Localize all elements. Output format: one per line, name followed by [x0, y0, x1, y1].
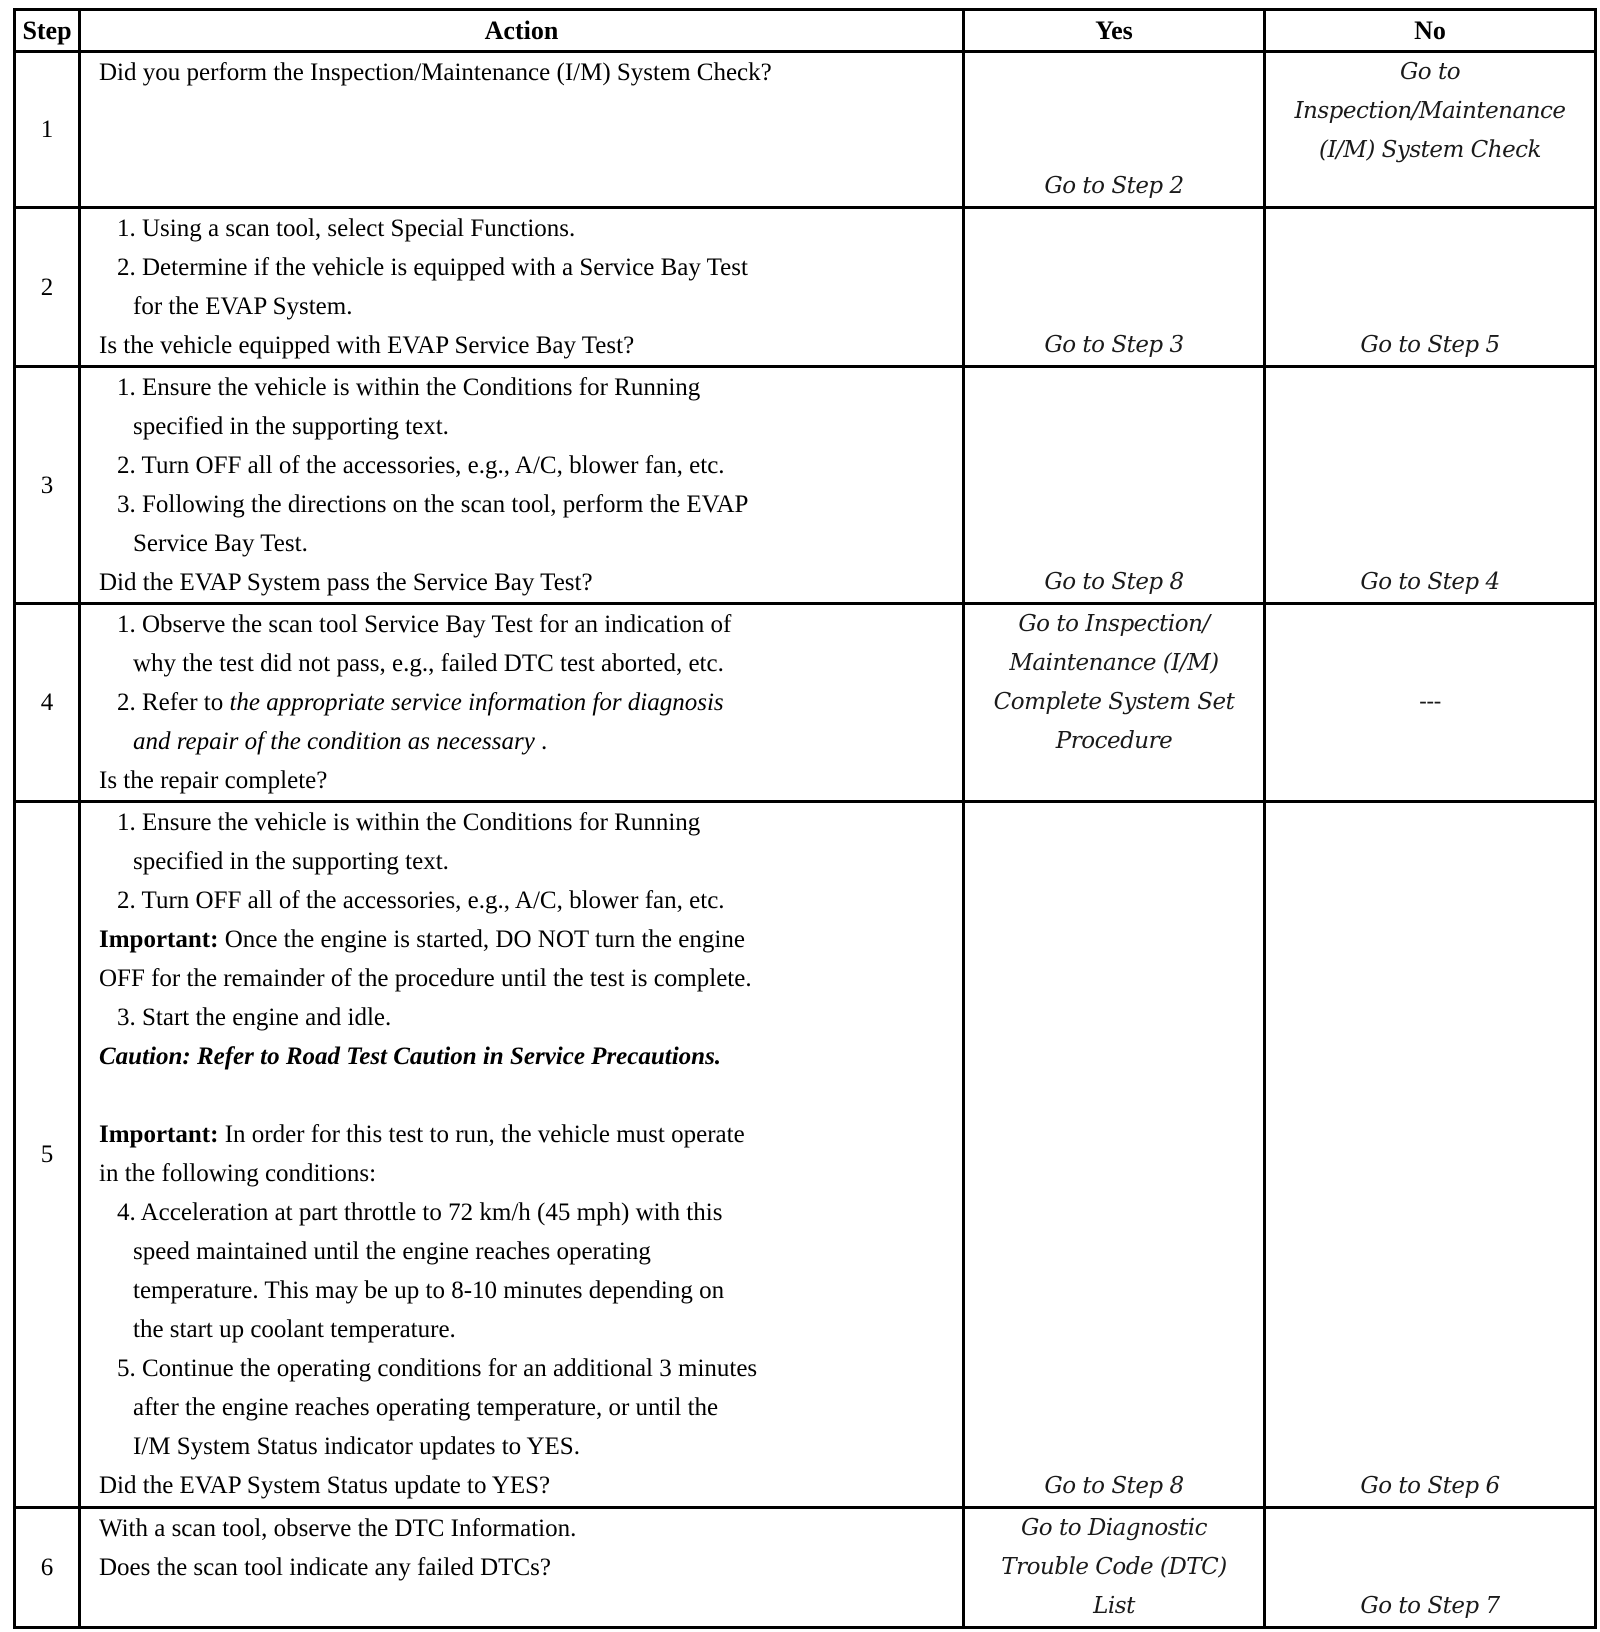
yes-cell	[964, 52, 1265, 208]
no-link-line[interactable]: Go to	[1399, 59, 1461, 85]
action-item: 3. Start the engine and idle.	[117, 1004, 392, 1031]
step-number: 2	[15, 208, 80, 367]
no-cell	[1265, 367, 1596, 604]
action-item-cont: speed maintained until the engine reaches operating	[133, 1238, 651, 1265]
yes-link-line[interactable]: Go to Diagnostic	[1020, 1515, 1208, 1541]
action-item-cont: why the test did not pass, e.g., failed DTC test aborted, etc.	[133, 650, 724, 677]
table-row-step-6	[15, 1508, 1596, 1628]
action-item: 5. Continue the operating conditions for an additional 3 minutes	[117, 1355, 758, 1382]
table-row-step-1	[15, 52, 1596, 208]
action-cell	[80, 1508, 964, 1628]
important-text: In order for this test to run, the vehicle must operate	[218, 1121, 745, 1148]
action-item-cont: I/M System Status indicator updates to YES.	[133, 1433, 580, 1460]
yes-link[interactable]: Go to Step 8	[1044, 569, 1184, 595]
table-row-step-2	[15, 208, 1596, 367]
header-yes: Yes	[964, 10, 1265, 52]
action-item-cont	[99, 722, 944, 761]
step-number: 4	[15, 604, 80, 802]
no-cell	[1265, 52, 1596, 208]
action-item: 1. Ensure the vehicle is within the Conditions for Running	[117, 809, 701, 836]
action-item: 1. Using a scan tool, select Special Functions.	[117, 215, 576, 242]
table-row-step-4	[15, 604, 1596, 802]
action-question: Did the EVAP System Status update to YES?	[99, 1472, 551, 1499]
yes-cell	[964, 604, 1265, 802]
action-question: Did the EVAP System pass the Service Bay Test?	[99, 569, 593, 596]
action-line: With a scan tool, observe the DTC Information.	[99, 1515, 577, 1542]
diagnostic-table	[13, 8, 1597, 1629]
header-step: Step	[15, 10, 80, 52]
yes-link[interactable]: Go to Step 3	[1044, 332, 1184, 358]
action-item-cont: after the engine reaches operating temperature, or until the	[133, 1394, 719, 1421]
action-cell	[80, 208, 964, 367]
action-item-cont: the start up coolant temperature.	[133, 1316, 456, 1343]
action-item: 1. Observe the scan tool Service Bay Test for an indication of	[117, 611, 732, 638]
action-cell	[80, 604, 964, 802]
no-cell	[1265, 604, 1596, 802]
no-cell	[1265, 208, 1596, 367]
important-label: Important:	[99, 926, 219, 953]
service-info-reference[interactable]: the appropriate service information for diagnosis	[229, 689, 724, 716]
action-item: 1. Ensure the vehicle is within the Conditions for Running	[117, 374, 701, 401]
header-no: No	[1265, 10, 1596, 52]
action-question: Is the repair complete?	[99, 767, 328, 794]
blank-spacer	[99, 1076, 944, 1115]
no-cell	[1265, 1508, 1596, 1628]
no-link[interactable]: Go to Step 6	[1360, 1473, 1500, 1499]
important-text: Once the engine is started, DO NOT turn the engine	[218, 926, 745, 953]
header-row	[15, 10, 1596, 52]
refer-prefix: 2. Refer to	[117, 689, 230, 716]
yes-link-line[interactable]: Complete System Set	[993, 689, 1235, 715]
service-info-reference-cont[interactable]: and repair of the condition as necessary	[133, 728, 535, 755]
action-item: 2. Turn OFF all of the accessories, e.g., A/C, blower fan, etc.	[117, 452, 725, 479]
yes-link-line[interactable]: Go to Inspection/	[1018, 611, 1210, 637]
important-note	[99, 1115, 944, 1154]
step-number: 1	[15, 52, 80, 208]
refer-suffix: .	[534, 728, 548, 755]
yes-link-line[interactable]: Procedure	[1055, 728, 1173, 754]
no-link-line[interactable]: Inspection/Maintenance	[1294, 98, 1566, 124]
step-number: 5	[15, 802, 80, 1508]
action-item: 4. Acceleration at part throttle to 72 km/h (45 mph) with this	[117, 1199, 723, 1226]
no-link-line[interactable]: (I/M) System Check	[1318, 137, 1541, 163]
yes-link-line[interactable]: List	[1093, 1593, 1135, 1619]
yes-link-line[interactable]: Trouble Code (DTC)	[1001, 1554, 1227, 1580]
yes-cell	[964, 1508, 1265, 1628]
yes-cell	[964, 208, 1265, 367]
table-row-step-5	[15, 802, 1596, 1508]
action-item-cont: for the EVAP System.	[133, 293, 353, 320]
yes-link[interactable]: Go to Step 2	[1044, 173, 1184, 199]
action-cell	[80, 52, 964, 208]
no-link[interactable]: Go to Step 4	[1360, 569, 1500, 595]
no-dash: ---	[1419, 689, 1441, 715]
action-question: Does the scan tool indicate any failed DTCs?	[99, 1554, 551, 1581]
no-link[interactable]: Go to Step 5	[1360, 332, 1500, 358]
action-item-cont: temperature. This may be up to 8-10 minutes depending on	[133, 1277, 725, 1304]
table-row-step-3	[15, 367, 1596, 604]
action-item: 2. Determine if the vehicle is equipped with a Service Bay Test	[117, 254, 748, 281]
important-text-cont: in the following conditions:	[99, 1160, 377, 1187]
action-item	[99, 683, 944, 722]
yes-cell	[964, 367, 1265, 604]
action-item: 3. Following the directions on the scan tool, perform the EVAP	[117, 491, 749, 518]
no-link[interactable]: Go to Step 7	[1360, 1593, 1500, 1619]
header-action: Action	[80, 10, 964, 52]
important-label: Important:	[99, 1121, 219, 1148]
action-item: 2. Turn OFF all of the accessories, e.g., A/C, blower fan, etc.	[117, 887, 725, 914]
yes-link[interactable]: Go to Step 8	[1044, 1473, 1184, 1499]
caution-note[interactable]: Caution: Refer to Road Test Caution in Service Precautions.	[99, 1043, 722, 1070]
action-question: Did you perform the Inspection/Maintenance (I/M) System Check?	[99, 59, 772, 86]
yes-cell	[964, 802, 1265, 1508]
important-note	[99, 920, 944, 959]
action-item-cont: specified in the supporting text.	[133, 413, 449, 440]
action-item-cont: Service Bay Test.	[133, 530, 308, 557]
action-cell	[80, 802, 964, 1508]
step-number: 6	[15, 1508, 80, 1628]
important-text-cont: OFF for the remainder of the procedure until the test is complete.	[99, 965, 752, 992]
action-item-cont: specified in the supporting text.	[133, 848, 449, 875]
no-cell	[1265, 802, 1596, 1508]
action-question: Is the vehicle equipped with EVAP Service Bay Test?	[99, 332, 635, 359]
step-number: 3	[15, 367, 80, 604]
yes-link-line[interactable]: Maintenance (I/M)	[1009, 650, 1219, 676]
action-cell	[80, 367, 964, 604]
